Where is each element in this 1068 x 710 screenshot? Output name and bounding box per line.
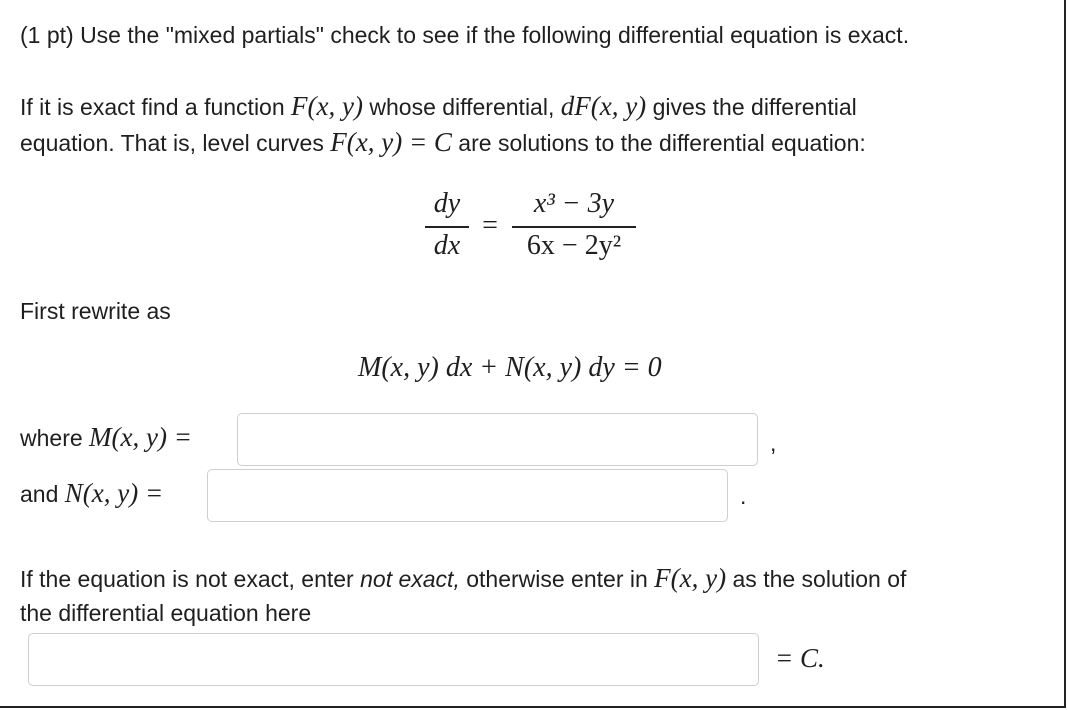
N-label-row (20, 475, 163, 512)
math-dF: dF(x, y) (560, 91, 647, 121)
final-line-1 (20, 560, 906, 597)
intro-text-c: gives the differential (646, 94, 857, 120)
intro-text-e: are solutions to the differential equation: (451, 130, 866, 156)
M-input[interactable] (237, 413, 758, 466)
where-label: where (20, 425, 83, 451)
and-label: and (20, 481, 59, 507)
fraction-rhs-numerator: x³ − 3y (533, 188, 615, 219)
equals-sign: = (482, 210, 498, 241)
math-F-final: F(x, y) (654, 563, 727, 593)
intro-line-2 (20, 124, 866, 161)
N-input[interactable] (207, 469, 728, 522)
final-line-2: the differential equation here (20, 600, 312, 626)
fraction-dx: dx (433, 230, 461, 261)
equals-C: = C. (775, 643, 825, 673)
M-label-row (20, 419, 192, 456)
F-input[interactable] (28, 633, 759, 686)
problem-header: (1 pt) Use the "mixed partials" check to see if the following differential equation is exact. (20, 22, 910, 48)
final-text-a: If the equation is not exact, enter (20, 566, 361, 592)
fraction-dy-dx (425, 186, 469, 266)
not-exact-emphasis: not exact, (360, 566, 460, 592)
fraction-bar (512, 226, 636, 228)
fraction-dy: dy (433, 188, 461, 219)
fraction-rhs (512, 186, 636, 266)
intro-line-1 (20, 88, 857, 125)
math-F: F(x, y) (291, 91, 363, 121)
fraction-bar (425, 226, 469, 228)
intro-text-d: equation. That is, level curves (20, 130, 331, 156)
math-level-curve: F(x, y) = C (330, 127, 452, 157)
math-M: M(x, y) = (89, 422, 192, 452)
final-text-c: as the solution of (726, 566, 907, 592)
first-rewrite-label: First rewrite as (20, 298, 171, 324)
final-text-b: otherwise enter in (459, 566, 655, 592)
intro-text-b: whose differential, (362, 94, 561, 120)
exact-form-equation: M(x, y) dx + N(x, y) dy = 0 (358, 352, 662, 383)
math-N: N(x, y) = (64, 478, 164, 508)
comma-after-M: , (770, 430, 777, 456)
intro-text-a: If it is exact find a function (20, 94, 292, 120)
fraction-rhs-denominator: 6x − 2y² (526, 230, 622, 261)
period-after-N: . (740, 483, 747, 509)
